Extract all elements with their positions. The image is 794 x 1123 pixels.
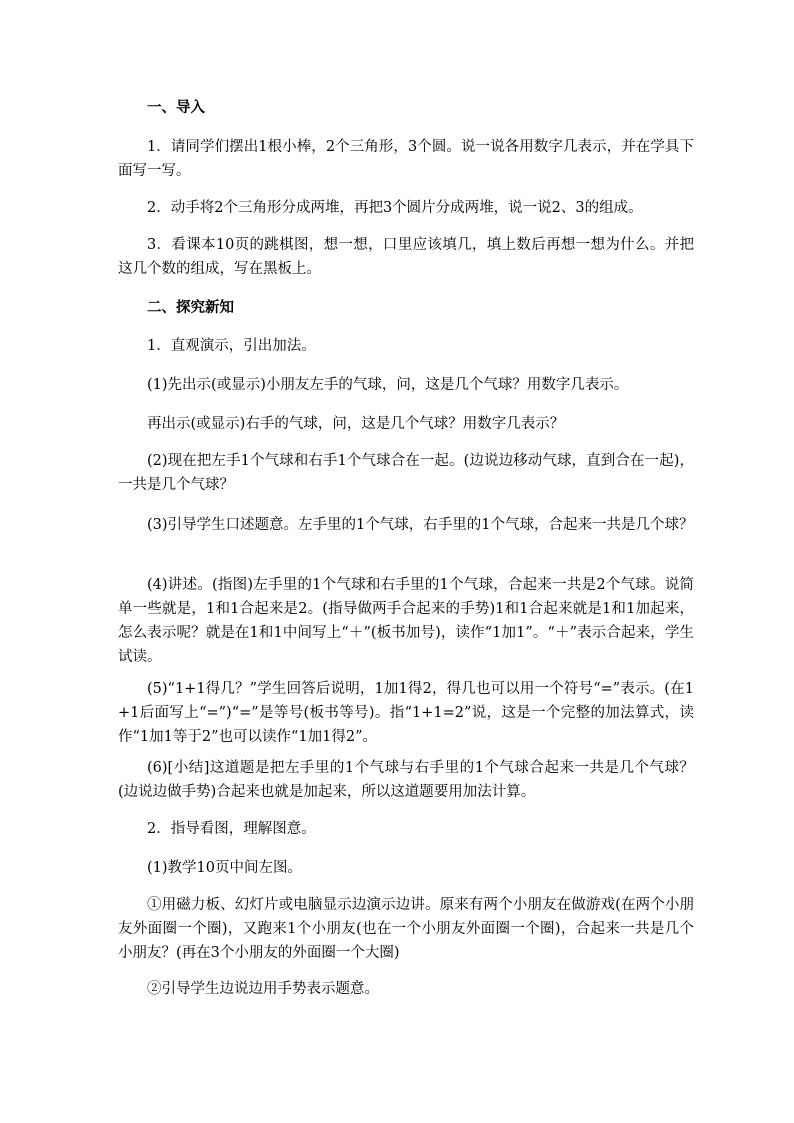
paragraph: 2．指导看图，理解图意。: [147, 821, 316, 837]
paragraph: 1．直观演示，引出加法。: [147, 338, 316, 354]
section-heading-intro: 一、导入: [147, 99, 205, 116]
paragraph: (1)先出示(或显示)小朋友左手的气球，问，这是几个气球？用数字几表示。: [147, 377, 629, 393]
paragraph: (3)引导学生口述题意。左手里的1个气球，右手里的1个气球，合起来一共是几个球？: [147, 517, 694, 533]
paragraph: (5)“1+1得几？”学生回答后说明，1加1得2，得几也可以用一个符号“=”表示。(在1+1后面写上“=”)“=”是等号(板书等号)。指“1+1=2”说，这是一个完整的加法算式，读作“1加1等于2”也可以读作“1加1得2”。: [118, 681, 694, 745]
paragraph: 2．动手将2个三角形分成两堆，再把3个圆片分成两堆，说一说2、3的组成。: [147, 200, 643, 216]
paragraph: (2)现在把左手1个气球和右手1个气球合在一起。(边说边移动气球，直到合在一起)，一共是几个气球？: [118, 453, 694, 493]
paragraph: (6)[小结]这道题是把左手里的1个气球与右手里的1个气球合起来一共是几个气球？(边说边做手势)合起来也就是加起来，所以这道题要用加法计算。: [118, 760, 694, 800]
paragraph: 再出示(或显示)右手的气球，问，这是几个气球？用数字几表示？: [147, 416, 565, 432]
paragraph: ①用磁力板、幻灯片或电脑显示边演示边讲。原来有两个小朋友在做游戏(在两个小朋友外面圈一个圈)，又跑来1个小朋友(也在一个小朋友外面圈一个圈)，合起来一共是几个小朋友？(再在3个小朋友的外面圈一个大圈): [118, 897, 694, 961]
paragraph: ②引导学生边说边用手势表示题意。: [147, 981, 379, 997]
paragraph: (4)讲述。(指图)左手里的1个气球和右手里的1个气球，合起来一共是2个气球。说简单一些就是，1和1合起来是2。(指导做两手合起来的手势)1和1合起来就是1和1加起来，怎么表示呢？就是在1和1中间写上“＋”(板书加号)，读作“1加1”。“＋”表示合起来，学生试读。: [118, 577, 694, 665]
section-heading-explore: 二、探究新知: [147, 299, 234, 316]
paragraph: 3．看课本10页的跳棋图，想一想，口里应该填几，填上数后再想一想为什么。并把这几个数的组成，写在黑板上。: [118, 237, 694, 277]
paragraph: 1．请同学们摆出1根小棒，2个三角形，3个圆。说一说各用数字几表示，并在学具下面写一写。: [118, 139, 694, 179]
paragraph: (1)教学10页中间左图。: [147, 860, 302, 876]
